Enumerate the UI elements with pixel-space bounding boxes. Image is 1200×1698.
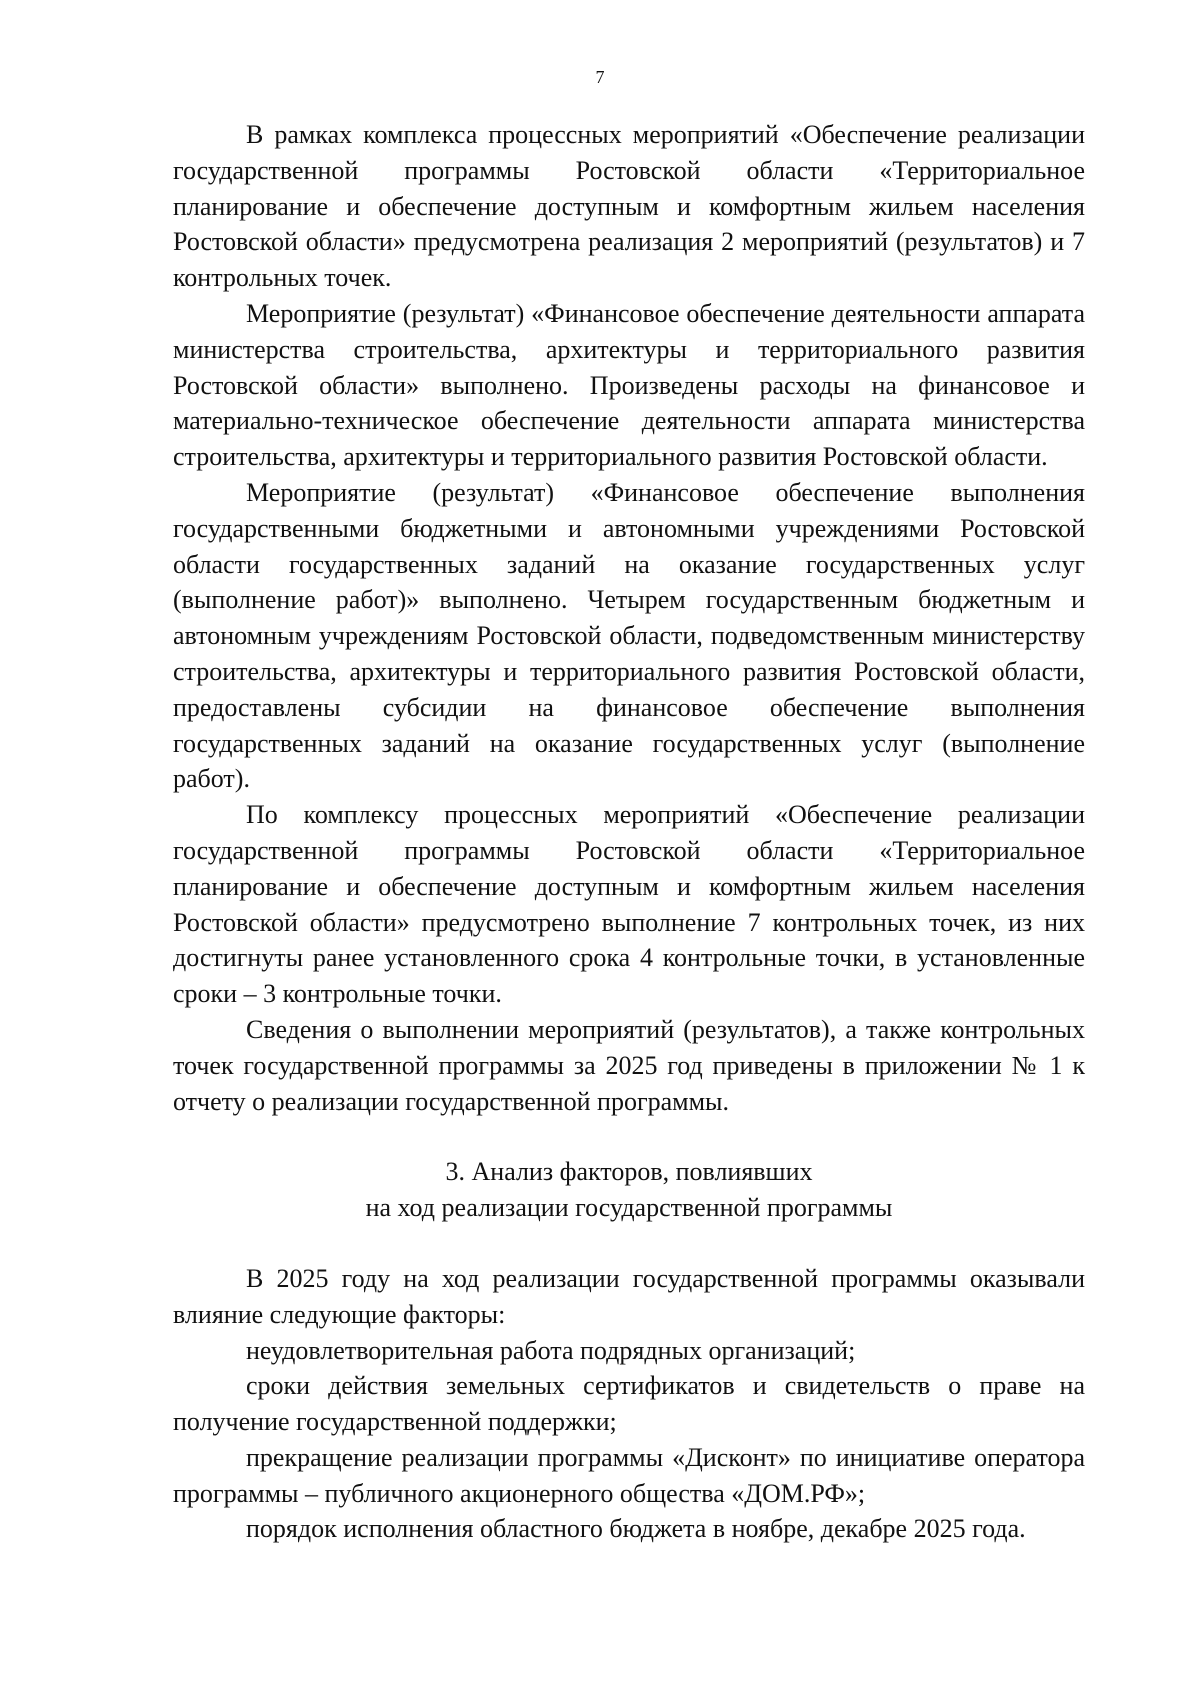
section-heading xyxy=(173,1154,1085,1226)
list-item: сроки действия земельных сертификатов и свидетельств о праве на получение государственной поддержки; xyxy=(173,1371,1085,1437)
document-body xyxy=(173,117,1085,1547)
paragraph: Мероприятие (результат) «Финансовое обеспечение выполнения государственными бюджетными и автономными учреждениями Ростовской области государственных заданий на оказание государственных услуг (выполнение работ)» выполнено. Четырем государственным бюджетным и автономным учреждениям Ростовской области, подведомственным министерству строительства, архитектуры и территориального развития Ростовской области, предоставлены субсидии на финансовое обеспечение выполнения государственных заданий на оказание государственных услуг (выполнение работ). xyxy=(173,477,1085,794)
paragraph: В рамках комплекса процессных мероприятий «Обеспечение реализации государственной программы Ростовской области «Территориальное планирование и обеспечение доступным и комфортным жильем населения Ростовской области» предусмотрена реализация 2 мероприятий (результатов) и 7 контрольных точек. xyxy=(173,120,1085,293)
paragraph: По комплексу процессных мероприятий «Обеспечение реализации государственной программы Ростовской области «Территориальное планирование и обеспечение доступным и комфортным жильем населения Ростовской области» предусмотрено выполнение 7 контрольных точек, из них достигнуты ранее установленного срока 4 контрольные точки, в установленные сроки – 3 контрольные точки. xyxy=(173,800,1085,1009)
page-number: 7 xyxy=(595,67,605,87)
section-heading-line-1: 3. Анализ факторов, повлиявших xyxy=(445,1157,813,1187)
list-item: прекращение реализации программы «Дисконт» по инициативе оператора программы – публичного акционерного общества «ДОМ.РФ»; xyxy=(173,1442,1085,1508)
paragraph: Мероприятие (результат) «Финансовое обеспечение деятельности аппарата министерства строительства, архитектуры и территориального развития Ростовской области» выполнено. Произведены расходы на финансовое и материально-техническое обеспечение деятельности аппарата министерства строительства, архитектуры и территориального развития Ростовской области. xyxy=(173,298,1085,472)
section-heading-line-2: на ход реализации государственной программы xyxy=(365,1193,893,1223)
list-item: неудовлетворительная работа подрядных организаций; xyxy=(246,1335,856,1365)
list-item: порядок исполнения областного бюджета в ноябре, декабре 2025 года. xyxy=(246,1514,1026,1544)
paragraph: Сведения о выполнении мероприятий (результатов), а также контрольных точек государственной программы за 2025 год приведены в приложении № 1 к отчету о реализации государственной программы. xyxy=(173,1014,1085,1116)
paragraph: В 2025 году на ход реализации государственной программы оказывали влияние следующие факторы: xyxy=(173,1263,1085,1329)
